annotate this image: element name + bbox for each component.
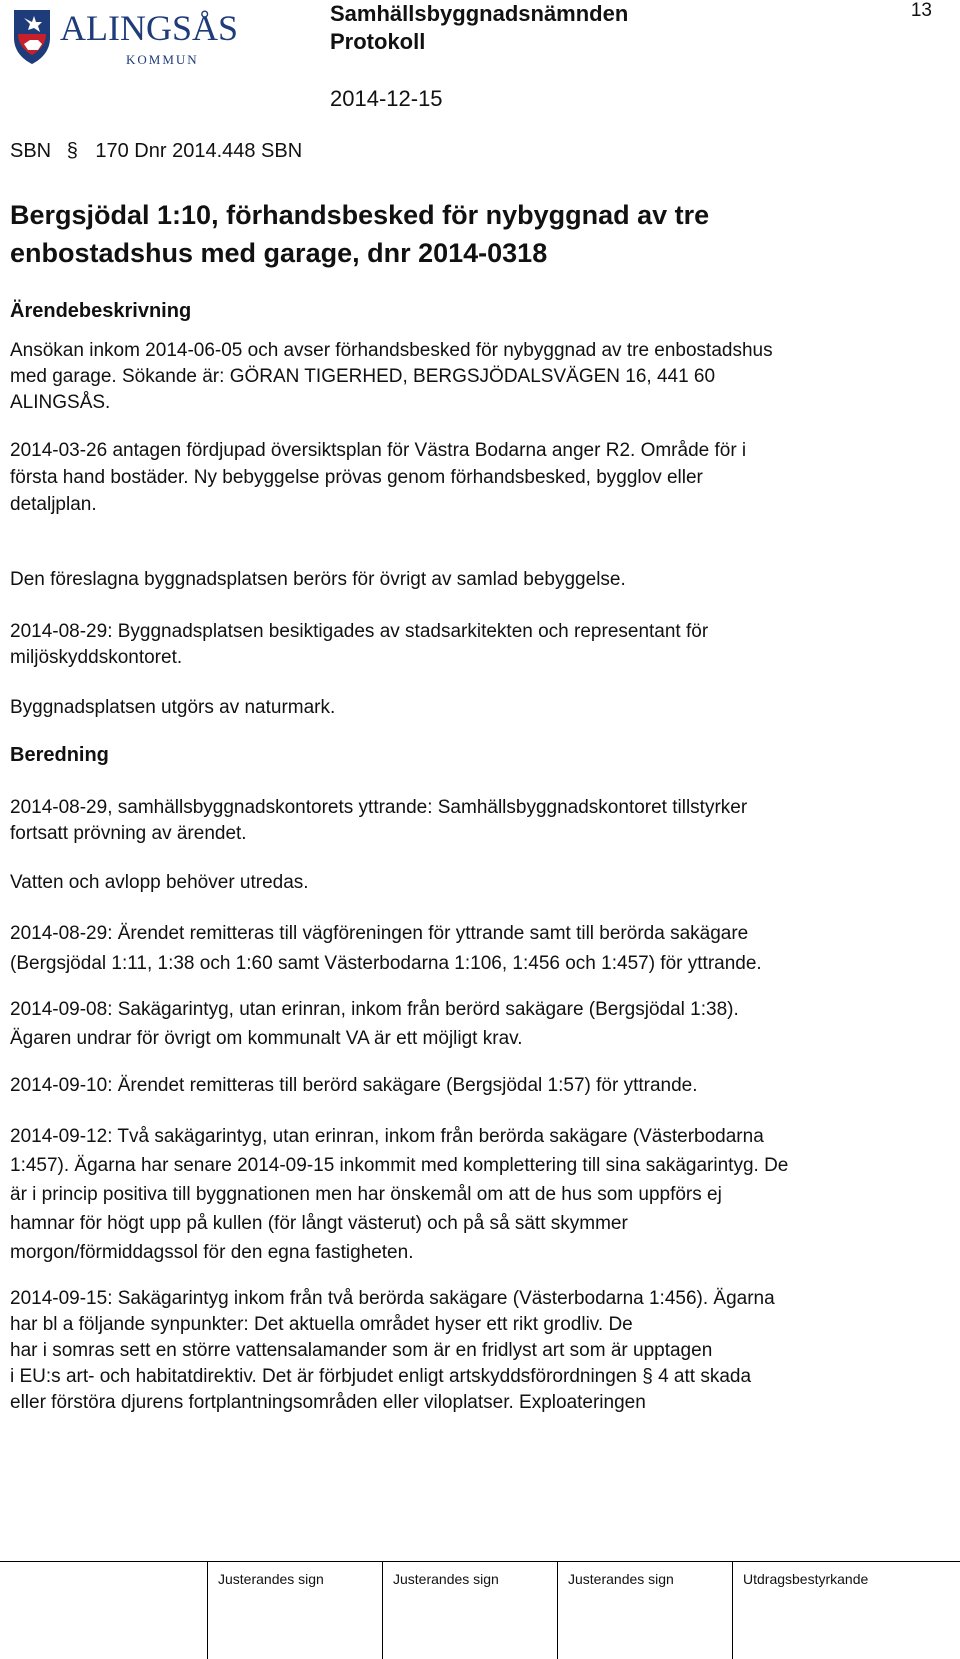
coat-of-arms-icon [10,4,300,68]
paragraph: 2014-03-26 antagen fördjupad översiktsplan för Västra Bodarna anger R2. Område för i första hand bostäder. Ny bebyggelse prövas genom förhandsbesked, bygglov eller detaljplan. [10,440,747,515]
municipality-logo [10,4,300,68]
section-sign: § [66,140,78,162]
paragraph: 2014-08-29: Byggnadsplatsen besiktigades av stadsarkitekten och representant för miljöskyddskontoret. [10,621,709,668]
committee-name: Samhällsbyggnadsnämnden [330,1,629,26]
signature-box: Justerandes sign [382,1561,557,1659]
logo-name: ALINGSÅS [60,8,239,48]
paragraph: Vatten och avlopp behöver utredas. [10,872,309,893]
paragraph: 2014-09-15: Sakägarintyg inkom från två berörda sakägare (Västerbodarna 1:456). Ägarna har bl a följande synpunkter: Det aktuella området hyser ett rikt grodliv. De har i somras sett en större vattensalamander som är en fridlyst art som är upptagen i EU:s art- och habitatdirektiv. Det är förbjudet enligt artskyddsförordningen § 4 att skada eller förstöra djurens fortplantningsområden eller viloplatser. Exploateringen [10,1288,775,1413]
signature-box: Justerandes sign [207,1561,382,1659]
paragraph: 2014-08-29: Ärendet remitteras till vägföreningen för yttrande samt till berörda sakägare (Bergsjödal 1:11, 1:38 och 1:60 samt Västerbodarna 1:106, 1:456 och 1:457) för yttrande. [10,923,762,974]
signature-box: Justerandes sign [557,1561,732,1659]
paragraph: Den föreslagna byggnadsplatsen berörs för övrigt av samlad bebyggelse. [10,569,626,590]
page-number: 13 [910,0,932,21]
paragraph: Byggnadsplatsen utgörs av naturmark. [10,697,336,718]
document-type: Protokoll [330,29,426,54]
paragraph: 2014-09-08: Sakägarintyg, utan erinran, inkom från berörd sakägare (Bergsjödal 1:38). Ägaren undrar för övrigt om kommunalt VA är ett möjligt krav. [10,999,739,1049]
paragraph: 2014-09-10: Ärendet remitteras till berörd sakägare (Bergsjödal 1:57) för yttrande. [10,1075,698,1096]
case-reference [10,140,302,163]
case-title: Bergsjödal 1:10, förhandsbesked för nybyggnad av tre enbostadshus med garage, dnr 2014-0318 [10,200,710,268]
paragraph: 2014-08-29, samhällsbyggnadskontorets yttrande: Samhällsbyggnadskontoret tillstyrker fortsatt prövning av ärendet. [10,797,748,844]
logo-sub: KOMMUN [126,52,199,67]
paragraph: 2014-09-12: Två sakägarintyg, utan erinran, inkom från berörda sakägare (Västerbodarna 1:457). Ägarna har senare 2014-09-15 inkommit med komplettering till sina sakägarintyg. De är i princip positiva till byggnationen men har önskemål om att de hus som uppförs ej hamnar för högt upp på kullen (för långt västerut) och på så sätt skymmer morgon/förmiddagssol för den egna fastigheten. [10,1126,789,1263]
certification-box: Utdragsbestyrkande [732,1561,960,1659]
description-heading: Ärendebeskrivning [10,300,192,322]
case-prefix: SBN [10,140,52,162]
meeting-date: 2014-12-15 [330,86,443,111]
paragraph: Ansökan inkom 2014-06-05 och avser förhandsbesked för nybyggnad av tre enbostadshus med garage. Sökande är: GÖRAN TIGERHED, BERGSJÖDALSVÄGEN 16, 441 60 ALINGSÅS. [10,340,773,413]
case-number: 170 Dnr 2014.448 SBN [95,140,303,162]
preparation-heading: Beredning [10,744,109,766]
